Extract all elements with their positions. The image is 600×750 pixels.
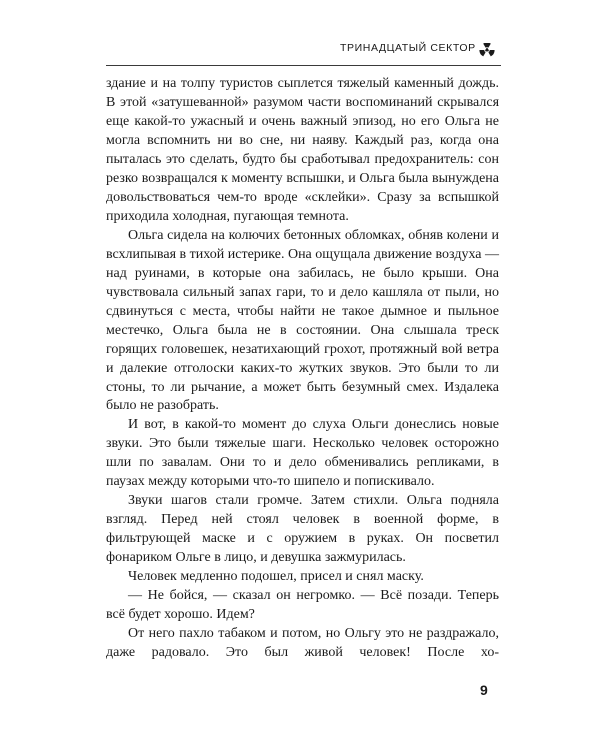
header-title: ТРИНАДЦАТЫЙ СЕКТОР [340, 42, 476, 54]
paragraph-1-text: здание и на толпу туристов сыплется тяжелый каменный [106, 76, 454, 91]
paragraph-2: Ольга сидела на колючих бетонных обломках, обняв колени и всхлипывая в тихой истерике. Она ощущала движение воздуха — над руинами, в которые она забилась, не было крыши. Она чувствовала сильный запах гари, то и дело кашляла от пыли, но сдвинуться с места, чтобы найти не такое дымное и пыльное местечко, Ольга была не в состоянии. Она слышала треск горящих головешек, незатихающий грохот, протяжный вой ветра и далекие отголоски каких-то жутких звуков. Это были то ли стоны, то ли рычание, а может быть безумный смех. Издалека было не разобрать. [106, 227, 499, 414]
radiation-trefoil-icon [479, 43, 495, 57]
running-header [340, 42, 500, 62]
paragraph-4: Звуки шагов стали громче. Затем стихли. Ольга подняла взгляд. Перед ней стоял человек в военной форме, в фильтрующей маске и с оружием в руках. Он посветил фонариком Ольге в лицо, и девушка зажмурилась. [106, 493, 499, 566]
page-number: 9 [480, 682, 488, 698]
paragraph-1: здание и на толпу туристов сыплется тяжелый каменный дождь. В этой «затушеванной» разумом части воспоминаний скрывался еще какой-то ужасный и очень важный эпизод, но его Ольга не могла вспомнить ни во сне, ни наяву. Каждый раз, когда она пыталась это сделать, будто бы сработывал предохранитель: сон резко возвращался к моменту вспышки, и Ольга была вынуждена довольствоваться чем-то вроде «склейки». Сразу за вспышкой приходила холодная, пугающая темнота. [106, 76, 500, 224]
paragraph-3: И вот, в какой-то момент до слуха Ольги донеслись новые звуки. Это были тяжелые шаги. Несколько человек осторожно шли по завалам. Они то и дело обменивались репликами, в паузах между которыми что-то шипело и попискивало. [106, 417, 499, 490]
body-text [106, 75, 499, 663]
paragraph-7: От него пахло табаком и потом, но Ольгу это не раздражало, даже радовало. Это был живой человек! После хо- [106, 626, 499, 661]
paragraph-5: Человек медленно подошел, присел и снял маску. [128, 569, 424, 585]
paragraph-6: — Не бойся, — сказал он негромко. — Всё позади. Теперь всё будет хорошо. Идем? [106, 588, 499, 623]
header-rule [106, 65, 501, 66]
